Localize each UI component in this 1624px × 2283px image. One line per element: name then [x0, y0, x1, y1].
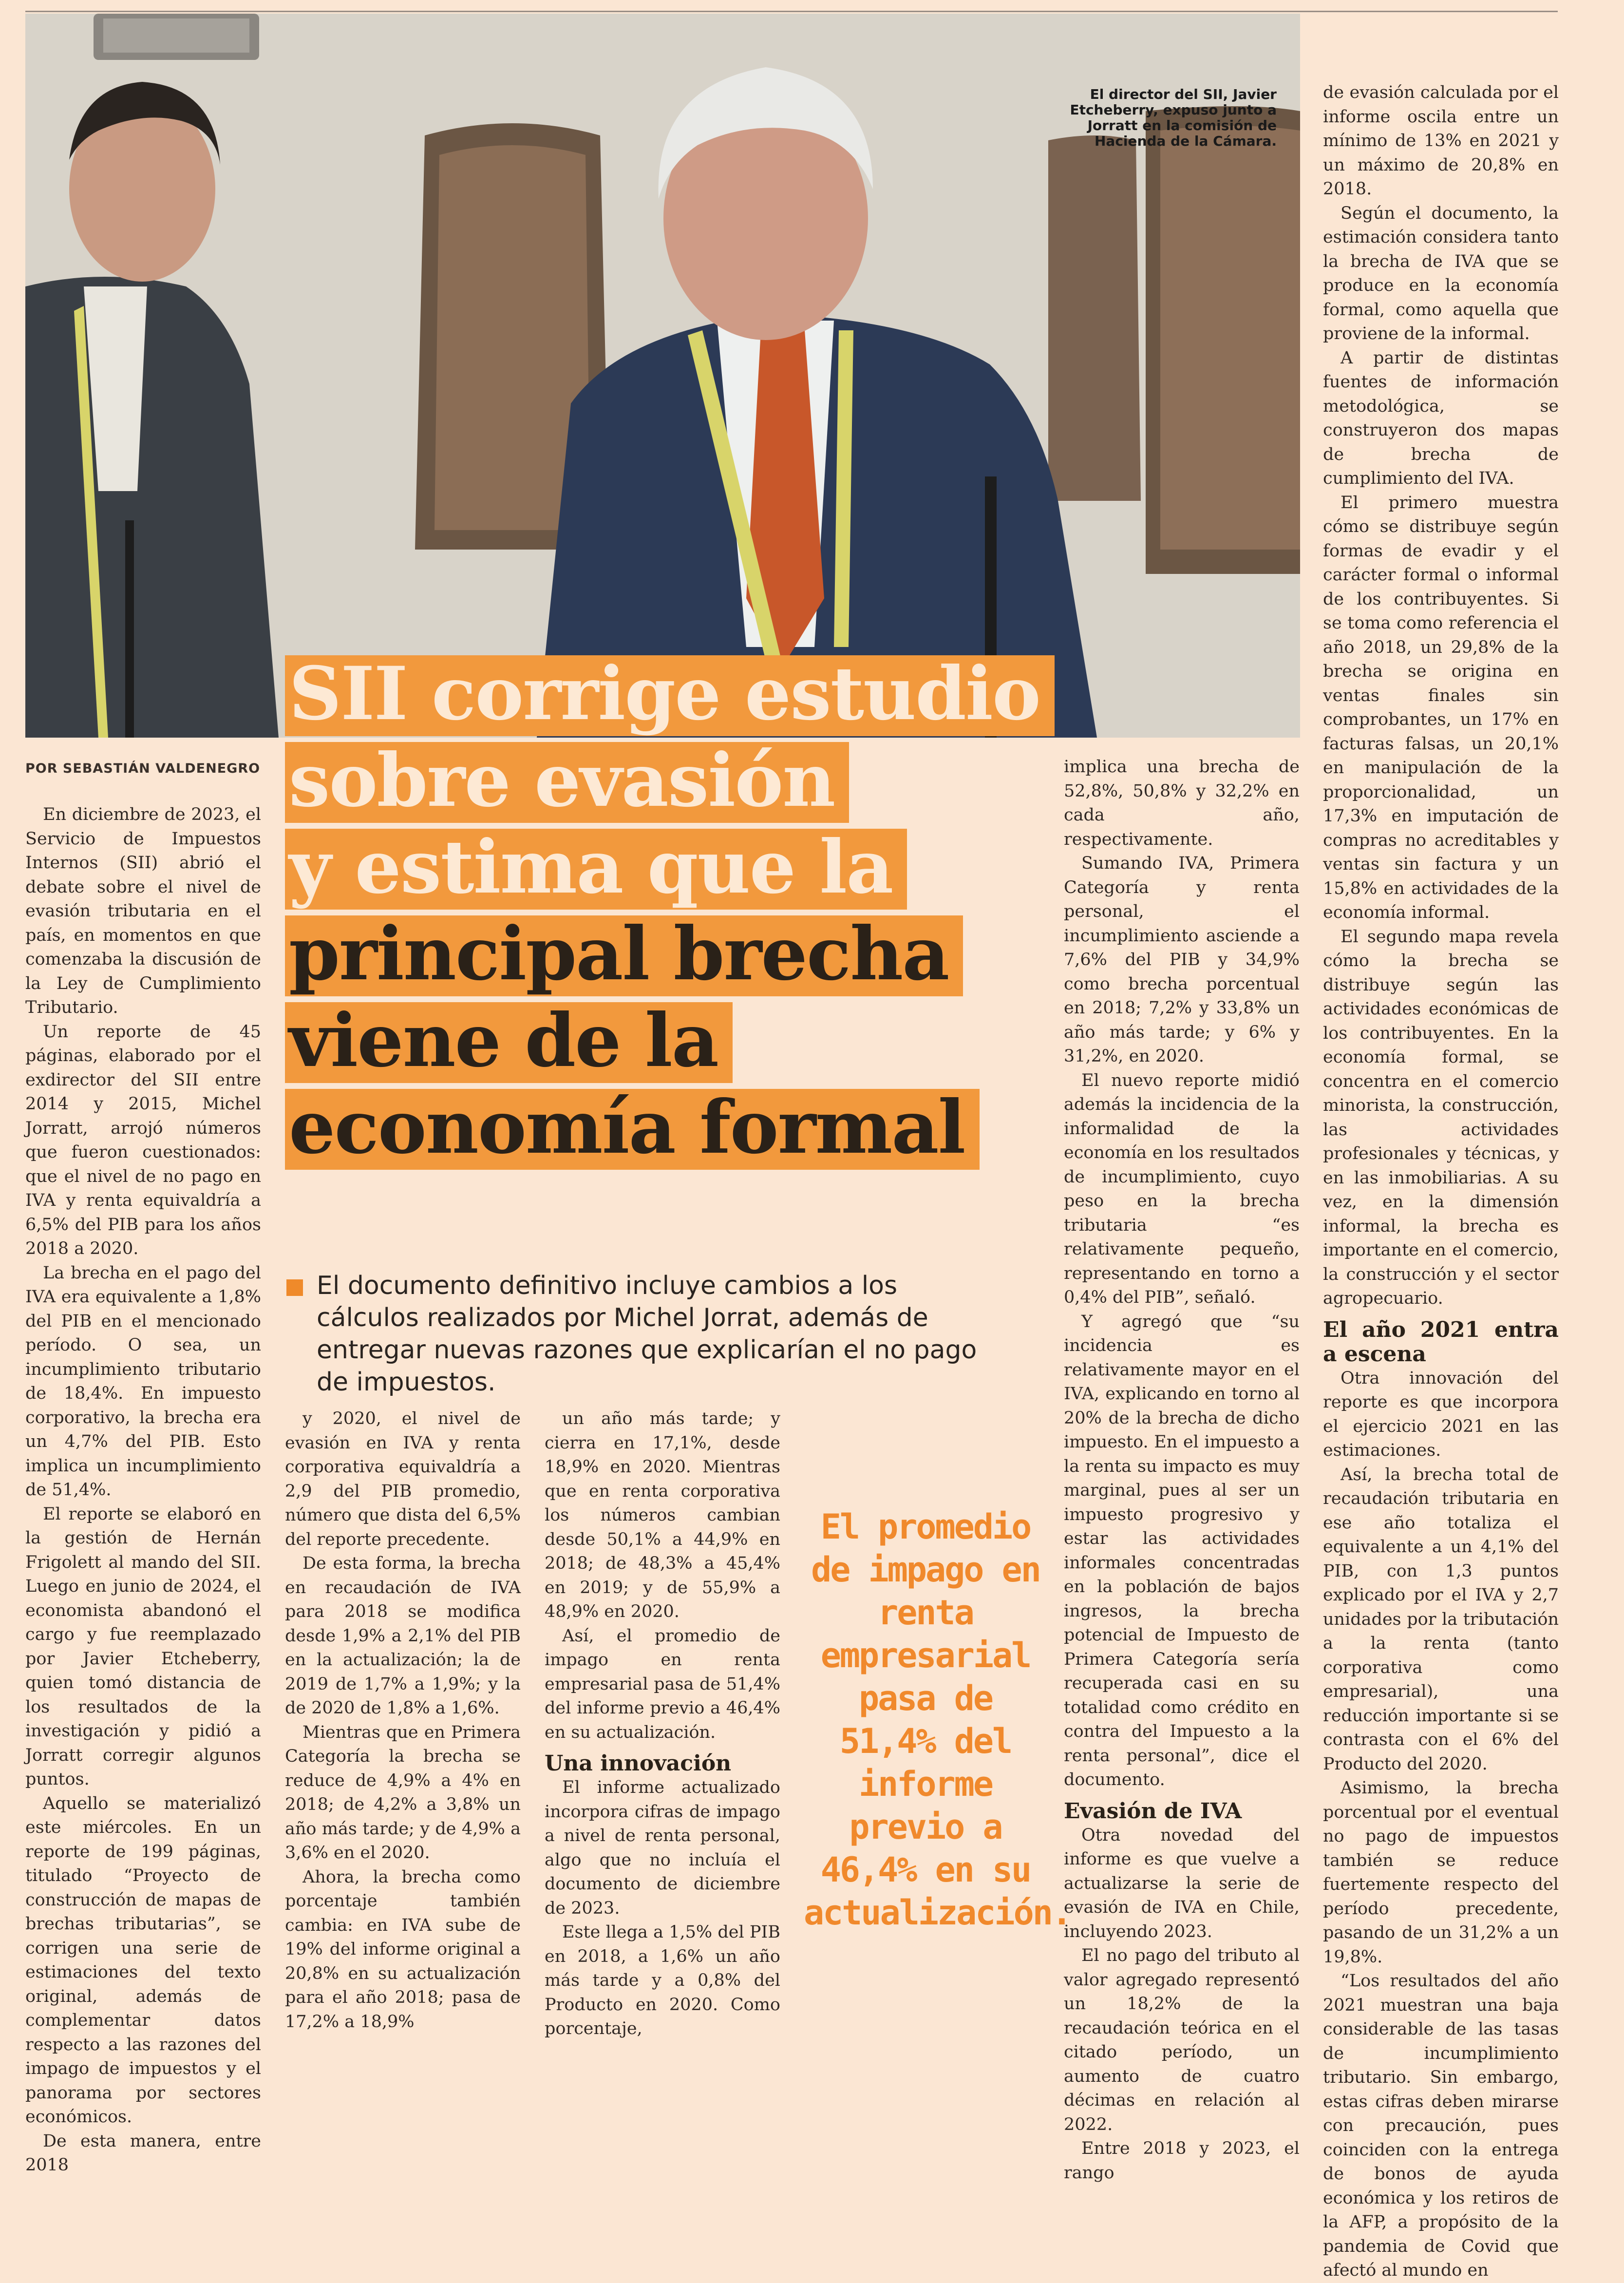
paragraph: un año más tarde; y cierra en 17,1%, desde 18,9% en 2020. Mientras que en renta corporativa los números cambian desde 50,1% a 44,9% en 2018; de 48,3% a 45,4% en 2019; y de 55,9% a 48,9% en 2020.	[545, 1409, 780, 1621]
news-photo	[25, 14, 1300, 738]
deck-text: El documento definitivo incluye cambios a los cálculos realizados por Michel Jorrat, además de entregar nuevas razones que explicarían el no pago de impuestos.	[317, 1271, 977, 1397]
paragraph: El primero muestra cómo se distribuye según formas de evadir y el carácter formal o informal de los contribuyentes. Si se toma como referencia el año 2018, un 29,8% de la brecha se origina en ventas finales sin comprobantes, un 17% en facturas falsas, un 20,1% en manipulación de la proporcionalidad, un 17,3% en imputación de compras no acreditables y ventas sin factura y un 15,8% en actividades de la economía informal.	[1323, 493, 1559, 922]
paragraph: y 2020, el nivel de evasión en IVA y renta corporativa equivaldría a 2,9 del PIB promedio, número que dista del 6,5% del reporte precedente.	[285, 1409, 521, 1549]
column-2	[285, 1407, 521, 2034]
paragraph: Y agregó que “su incidencia es relativamente mayor en el IVA, explicando en torno al 20% de la brecha de dicho impuesto. En el impuesto a la renta su impacto es muy marginal, pues al ser un impuesto progresivo y estar las actividades informales concentradas en la población de bajos ingresos, la brecha potencial de Impuesto de Primera Categoría sería recuperada casi en su totalidad como crédito en contra del Impuesto a la renta personal”, dice el documento.	[1064, 1312, 1300, 1789]
headline-line-1: SII corrige estudio	[285, 655, 1055, 736]
column-5	[1323, 81, 1559, 2283]
paragraph: de evasión calculada por el informe oscila entre un mínimo de 13% en 2021 y un máximo de 20,8% en 2018.	[1323, 83, 1559, 199]
paragraph: Asimismo, la brecha porcentual por el eventual no pago de impuestos también se reduce fuertemente respecto del período precedente, pasando de un 31,2% a un 19,8%.	[1323, 1778, 1559, 1967]
paragraph: El reporte se elaboró en la gestión de Hernán Frigolett al mando del SII. Luego en junio de 2024, el economista abandonó el cargo y fue reemplazado por Javier Etcheberry, quien tomó distancia de los resultados de la investigación y pidió a Jorratt corregir algunos puntos.	[25, 1504, 261, 1789]
paragraph: El no pago del tributo al valor agregado representó un 18,2% de la recaudación teórica en el citado período, un aumento de cuatro décimas en relación al 2022.	[1064, 1946, 1300, 2134]
paragraph: Mientras que en Primera Categoría la brecha se reduce de 4,9% a 4% en 2018; de 4,2% a 3,8% un año más tarde; y de 4,9% a 3,6% en el 2020.	[285, 1722, 521, 1863]
paragraph: El nuevo reporte midió además la incidencia de la informalidad de la economía en los resultados de incumplimiento, cuyo peso en la brecha tributaria “es relativamente pequeño, representando en torno a 0,4% del PIB”, señaló.	[1064, 1070, 1300, 1307]
paragraph: Entre 2018 y 2023, el rango	[1064, 2139, 1300, 2183]
paragraph: Otra novedad del informe es que vuelve a actualizarse la serie de evasión de IVA en Chile, incluyendo 2023.	[1064, 1825, 1300, 1941]
paragraph: Así, la brecha total de recaudación tributaria en ese año totaliza el equivalente a un 4,1% del PIB, con 1,3 puntos explicado por el IVA y 2,7 unidades por la tributación a la renta (tanto corporativa como empresarial), una reducción importante si se contrasta con el 6% del Producto del 2020.	[1323, 1465, 1559, 1774]
paragraph: “Los resultados del año 2021 muestran una baja considerable de las tasas de incumplimiento tributario. Sin embargo, estas cifras deben mirarse con precaución, pues coinciden con la entrega de bonos de ayuda económica y los retiros de la AFP, a propósito de la pandemia de Covid que afectó al mundo en	[1323, 1971, 1559, 2280]
column-1	[25, 803, 261, 2178]
headline-line-5: viene de la	[285, 1002, 733, 1083]
paragraph: Este llega a 1,5% del PIB en 2018, a 1,6% un año más tarde y a 0,8% del Producto en 2020. Como porcentaje,	[545, 1922, 780, 2038]
paragraph: Según el documento, la estimación considera tanto la brecha de IVA que se produce en la economía formal, como aquella que proviene de la informal.	[1323, 203, 1559, 343]
paragraph: El segundo mapa revela cómo la brecha se distribuye según las actividades económicas de los contribuyentes. En la economía formal, se concentra en el comercio minorista, la construcción, las actividades profesionales y técnicas, y en las inmobiliarias. A su vez, en la dimensión informal, la brecha es importante en el comercio, la construcción y el sector agropecuario.	[1323, 927, 1559, 1308]
paragraph: De esta forma, la brecha en recaudación de IVA para 2018 se modifica desde 1,9% a 2,1% del PIB en la actualización; la de 2019 de 1,7% a 1,9%; y la de 2020 de 1,8% a 1,6%.	[285, 1554, 521, 1718]
photo-caption: El director del SII, Javier Etcheberry, expuso junto a Jorratt en la comisión de Hacienda de la Cámara.	[1070, 86, 1277, 149]
paragraph: Un reporte de 45 páginas, elaborado por el exdirector del SII entre 2014 y 2015, Michel Jorratt, arrojó números que fueron cuestionados: que el nivel de no pago en IVA y renta equivaldría a 6,5% del PIB para los años 2018 a 2020.	[25, 1022, 261, 1258]
column-4	[1064, 755, 1300, 2185]
paragraph: La brecha en el pago del IVA era equivalente a 1,8% del PIB en el mencionado período. O sea, un incumplimiento tributario de 18,4%. En impuesto corporativo, la brecha era un 4,7% del PIB. Esto implica un incumplimiento de 51,4%.	[25, 1263, 261, 1500]
byline: POR SEBASTIÁN VALDENEGRO	[25, 761, 261, 776]
subheading-innovacion: Una innovación	[545, 1751, 732, 1776]
deck	[287, 1270, 999, 1398]
paragraph: Aquello se materializó este miércoles. En un reporte de 199 páginas, titulado “Proyecto de construcción de mapas de brechas tributarias”, se corrigen una serie de estimaciones del texto original, además de complementar datos respecto a las razones del impago de impuestos y el panorama por sectores económicos.	[25, 1793, 261, 2127]
paragraph: Así, el promedio de impago en renta empresarial pasa de 51,4% del informe previo a 46,4% en su actualización.	[545, 1626, 780, 1742]
paragraph: A partir de distintas fuentes de información metodológica, se construyeron dos mapas de brecha de cumplimiento del IVA.	[1323, 348, 1559, 488]
headline-line-6: economía formal	[285, 1089, 980, 1170]
paragraph: De esta manera, entre 2018	[25, 2131, 261, 2175]
top-rule	[25, 11, 1558, 12]
paragraph: implica una brecha de 52,8%, 50,8% y 32,2% en cada año, respectivamente.	[1064, 757, 1300, 849]
headline	[285, 651, 1045, 1176]
headline-line-3: y estima que la	[285, 829, 907, 910]
paragraph: En diciembre de 2023, el Servicio de Impuestos Internos (SII) abrió el debate sobre el nivel de evasión tributaria en el país, en momentos en que comenzaba la discusión de la Ley de Cumplimiento Tributario.	[25, 805, 261, 1017]
headline-line-2: sobre evasión	[285, 742, 849, 823]
pull-quote: El promedio de impago en renta empresarial pasa de 51,4% del informe previo a 46,4% en su actualización.	[804, 1507, 1071, 1933]
paragraph: Sumando IVA, Primera Categoría y renta personal, el incumplimiento asciende a 7,6% del PIB y 34,9% como brecha porcentual en 2018; 7,2% y 33,8% un año más tarde; y 6% y 31,2%, en 2020.	[1064, 854, 1300, 1066]
paragraph: Ahora, la brecha como porcentaje también cambia: en IVA sube de 19% del informe original a 20,8% en su actualización para el año 2018; pasa de 17,2% a 18,9%	[285, 1867, 521, 2032]
headline-line-4: principal brecha	[285, 915, 963, 996]
paragraph: El informe actualizado incorpora cifras de impago a nivel de renta personal, algo que no incluía el documento de diciembre de 2023.	[545, 1778, 780, 1918]
subheading-evasion-iva: Evasión de IVA	[1064, 1798, 1242, 1824]
deck-bullet-square	[286, 1279, 303, 1296]
subheading-ano-2021: El año 2021 entra a escena	[1323, 1317, 1559, 1367]
paragraph: Otra innovación del reporte es que incorpora el ejercicio 2021 en las estimaciones.	[1323, 1368, 1559, 1460]
column-3	[545, 1407, 780, 2041]
